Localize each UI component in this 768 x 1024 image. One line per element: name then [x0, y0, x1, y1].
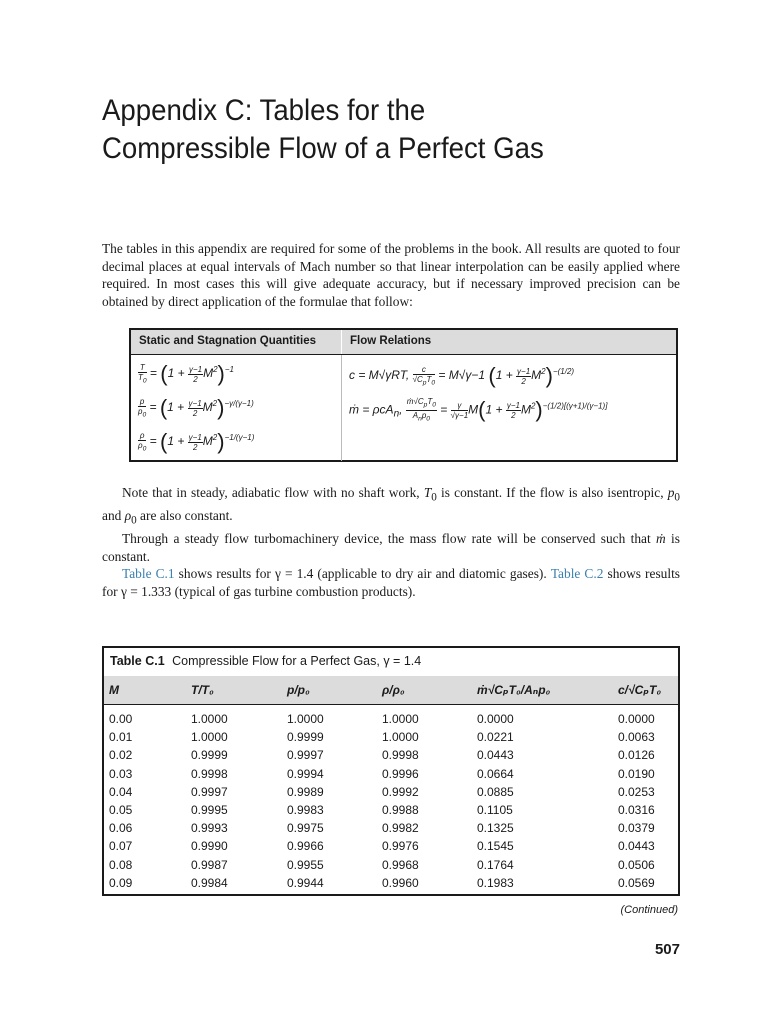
table-cell: 0.0253 — [618, 784, 655, 799]
table-cell: 0.0664 — [477, 766, 514, 781]
table-cell: 0.01 — [109, 730, 133, 745]
notes-section — [102, 484, 680, 600]
table-cell: 0.9993 — [191, 821, 228, 836]
table-cell: 0.9994 — [287, 766, 324, 781]
table-cell: 0.00 — [109, 712, 133, 727]
header-flow-relations: Flow Relations — [350, 335, 432, 347]
table-row — [104, 783, 678, 801]
formula-density-ratio: $\frac{\rho}{\rho_0}$ = (1 + $\frac{\gamma-1}{2}$ $M^2)^{-1/(\gamma-1)}$ — [138, 429, 255, 454]
formula-temperature-ratio: $\frac{T}{T_0}$ = (1 + $\frac{\gamma-1}{2}$ $M^2)^{-1}$ — [138, 361, 234, 386]
table-cell: 0.9983 — [287, 803, 324, 818]
formula-pressure-ratio: $\frac{p}{p_0}$ = (1 + $\frac{\gamma-1}{2}$ $M^2)^{-\gamma/(\gamma-1)}$ — [138, 395, 254, 420]
table-header-cell: M — [109, 683, 119, 697]
table-cell: 0.9966 — [287, 839, 324, 854]
table-row — [104, 746, 678, 764]
table-cell: 1.0000 — [382, 730, 419, 745]
table-cell: 0.9999 — [191, 748, 228, 763]
formula-mass-flow: ṁ = ρcA$_n$, $\frac{ṁ√C_pT_0}{A_np_0}$ = $\frac{\gamma}{√\gamma-1}$ M(1 + $\frac{\gamma-1}{2}$ $M^2)^{-(1/2)[(\gamma+1)/(\gamma-1)]}$ — [349, 397, 608, 423]
table-cell: 0.9997 — [287, 748, 324, 763]
table-cell: 0.0316 — [618, 803, 655, 818]
table-cell: 0.04 — [109, 784, 133, 799]
table-cell: 0.9984 — [191, 875, 228, 890]
table-cell: 0.0000 — [618, 712, 655, 727]
continued-note: (Continued) — [620, 904, 678, 916]
note-paragraph-1: Note that in steady, adiabatic flow with no shaft work, $T_0$ is constant. If the flow is also isentropic, $p_0$ and $\rho_0$ are also constant. — [102, 485, 680, 527]
table-cell: 0.09 — [109, 875, 133, 890]
table-header-cell: T/T₀ — [191, 683, 214, 697]
table-cell: 0.0190 — [618, 766, 655, 781]
link-table-c1[interactable]: Table C.1 — [122, 566, 175, 582]
table-row — [104, 837, 678, 855]
table-cell: 0.0885 — [477, 784, 514, 799]
table-header-row — [104, 676, 678, 705]
table-label: Table C.1 — [110, 654, 165, 668]
table-row — [104, 710, 678, 728]
table-header-cell: p/p₀ — [287, 683, 310, 697]
table-cell: 0.0000 — [477, 712, 514, 727]
table-cell: 1.0000 — [382, 712, 419, 727]
table-body — [104, 705, 678, 892]
formula-box-header — [131, 330, 676, 355]
table-caption-text: Compressible Flow for a Perfect Gas, γ = 1.4 — [172, 654, 422, 668]
note-paragraph-2: Through a steady flow turbomachinery device, the mass flow rate will be conserved such that ṁ is constant. — [102, 531, 680, 564]
table-row — [104, 728, 678, 746]
table-header-cell: ρ/ρ₀ — [382, 683, 405, 697]
title-line-1: Appendix C: Tables for the — [102, 94, 426, 127]
table-row — [104, 765, 678, 783]
link-table-c2[interactable]: Table C.2 — [550, 566, 604, 582]
table-row — [104, 874, 678, 892]
table-cell: 1.0000 — [287, 712, 324, 727]
table-cell: 0.08 — [109, 857, 133, 872]
table-cell: 0.03 — [109, 766, 133, 781]
table-cell: 0.9989 — [287, 784, 324, 799]
table-cell: 0.0063 — [618, 730, 655, 745]
table-cell: 0.0221 — [477, 730, 514, 745]
table-cell: 0.1105 — [477, 803, 513, 818]
table-cell: 0.07 — [109, 839, 133, 854]
table-header-cell: ṁ√CₚT₀/Aₙp₀ — [477, 683, 551, 697]
table-cell: 0.05 — [109, 803, 133, 818]
table-cell: 0.9999 — [287, 730, 324, 745]
table-cell: 0.0126 — [618, 748, 655, 763]
formula-speed-of-sound: c = M√γRT, $\frac{c}{√C_pT_0}$ = M√γ−1 (1 + $\frac{\gamma-1}{2}$ $M^2)^{-(1/2)}$ — [349, 363, 575, 388]
table-row — [104, 856, 678, 874]
table-cell: 0.06 — [109, 821, 133, 836]
table-cell: 0.0506 — [618, 857, 655, 872]
table-cell: 0.9992 — [382, 784, 419, 799]
table-cell: 0.1545 — [477, 839, 514, 854]
table-cell: 0.9955 — [287, 857, 324, 872]
formula-box-body — [131, 355, 676, 461]
table-cell: 0.0443 — [618, 839, 655, 854]
table-c1 — [102, 646, 680, 896]
table-cell: 0.9996 — [382, 766, 419, 781]
table-cell: 0.9968 — [382, 857, 419, 872]
table-cell: 0.9990 — [191, 839, 228, 854]
table-cell: 0.0379 — [618, 821, 655, 836]
formula-box — [129, 328, 678, 462]
table-cell: 0.0443 — [477, 748, 514, 763]
table-cell: 0.9998 — [191, 766, 228, 781]
intro-paragraph: The tables in this appendix are required for some of the problems in the book. All results are quoted to four decimal places at equal intervals of Mach number so that linear interpolation can be easily applied where required. In most cases this will give adequate accuracy, but if necessary improved precision can be obtained by direct application of the formulae that follow: — [102, 241, 680, 309]
table-row — [104, 801, 678, 819]
table-cell: 0.9987 — [191, 857, 228, 872]
table-cell: 0.9995 — [191, 803, 228, 818]
table-cell: 1.0000 — [191, 730, 228, 745]
table-cell: 0.1983 — [477, 875, 514, 890]
table-cell: 0.1764 — [477, 857, 514, 872]
table-cell: 0.1325 — [477, 821, 514, 836]
table-cell: 0.9982 — [382, 821, 419, 836]
title-line-2: Compressible Flow of a Perfect Gas — [102, 132, 544, 165]
table-cell: 0.0569 — [618, 875, 655, 890]
note-paragraph-3: Table C.1 shows results for γ = 1.4 (applicable to dry air and diatomic gases). Table C.2 shows results for γ = 1.333 (typical of gas turbine combustion products). — [102, 566, 681, 599]
table-cell: 0.9998 — [382, 748, 419, 763]
header-static-stagnation: Static and Stagnation Quantities — [131, 330, 342, 354]
table-cell: 0.9975 — [287, 821, 324, 836]
table-row — [104, 819, 678, 837]
page-title — [102, 92, 654, 168]
table-cell: 1.0000 — [191, 712, 228, 727]
table-cell: 0.02 — [109, 748, 133, 763]
table-cell: 0.9988 — [382, 803, 419, 818]
table-cell: 0.9944 — [287, 875, 324, 890]
page-number: 507 — [654, 941, 680, 958]
table-cell: 0.9997 — [191, 784, 228, 799]
table-header-cell: c/√CₚT₀ — [618, 683, 662, 697]
table-cell: 0.9976 — [382, 839, 419, 854]
table-cell: 0.9960 — [382, 875, 419, 890]
table-caption — [104, 648, 678, 676]
